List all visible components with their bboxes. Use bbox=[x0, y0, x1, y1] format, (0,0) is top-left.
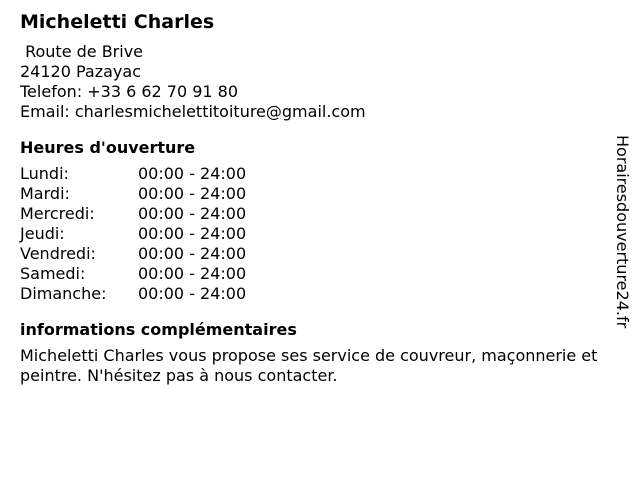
additional-info-text: Micheletti Charles vous propose ses service de couvreur, maçonnerie et peintre. N'hésitez pas à nous contacter. bbox=[20, 346, 598, 385]
time-range: 00:00 - 24:00 bbox=[138, 264, 247, 283]
opening-hours-table bbox=[20, 164, 620, 304]
day-label: Dimanche: bbox=[20, 284, 107, 303]
site-watermark: Horairesdouverture24.fr bbox=[613, 135, 632, 329]
time-range: 00:00 - 24:00 bbox=[138, 164, 247, 183]
day-label: Samedi: bbox=[20, 264, 86, 283]
hours-row-dimanche bbox=[20, 284, 620, 304]
hours-row-vendredi bbox=[20, 244, 620, 264]
street-address: Route de Brive bbox=[20, 42, 144, 61]
time-range: 00:00 - 24:00 bbox=[138, 224, 247, 243]
day-label: Mardi: bbox=[20, 184, 70, 203]
hours-row-mercredi bbox=[20, 204, 620, 224]
hours-row-samedi bbox=[20, 264, 620, 284]
hours-row-mardi bbox=[20, 184, 620, 204]
day-label: Jeudi: bbox=[20, 224, 65, 243]
postal-city: 24120 Pazayac bbox=[20, 62, 141, 81]
business-card bbox=[20, 10, 620, 386]
hours-row-lundi bbox=[20, 164, 620, 184]
additional-info-title: informations complémentaires bbox=[20, 320, 297, 339]
email-line: Email: charlesmichelettitoiture@gmail.com bbox=[20, 102, 366, 121]
hours-row-jeudi bbox=[20, 224, 620, 244]
day-label: Mercredi: bbox=[20, 204, 95, 223]
time-range: 00:00 - 24:00 bbox=[138, 204, 247, 223]
time-range: 00:00 - 24:00 bbox=[138, 244, 247, 263]
time-range: 00:00 - 24:00 bbox=[138, 184, 247, 203]
time-range: 00:00 - 24:00 bbox=[138, 284, 247, 303]
phone-line: Telefon: +33 6 62 70 91 80 bbox=[20, 82, 239, 101]
day-label: Vendredi: bbox=[20, 244, 96, 263]
day-label: Lundi: bbox=[20, 164, 69, 183]
opening-hours-title: Heures d'ouverture bbox=[20, 138, 196, 157]
business-name: Micheletti Charles bbox=[20, 11, 215, 33]
